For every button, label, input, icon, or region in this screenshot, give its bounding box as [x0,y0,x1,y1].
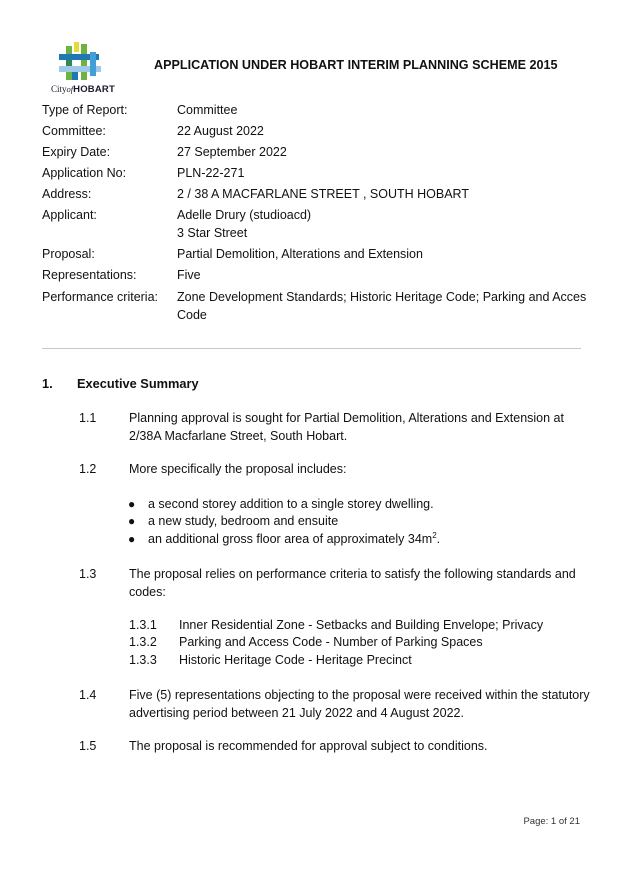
paragraph-line: The proposal relies on performance criteria to satisfy the following standards and [129,567,576,581]
paragraph-line: Planning approval is sought for Partial Demolition, Alterations and Extension at [129,411,564,425]
page-number: Page: 1 of 21 [523,816,580,827]
detail-label: Address: [42,187,92,201]
detail-value: 22 August 2022 [177,124,264,138]
bullet-item: a new study, bedroom and ensuite [148,514,339,528]
paragraph-text [129,460,346,478]
logo-wordmark: CityofHOBART [51,84,115,95]
bullet-icon: ● [128,497,136,511]
subitem-text: Historic Heritage Code - Heritage Precinct [179,653,412,667]
detail-label: Type of Report: [42,103,128,117]
city-of-hobart-logo [44,42,122,98]
detail-value: Committee [177,103,238,117]
paragraph-number: 1.1 [79,411,97,425]
detail-value: 2 / 38 A MACFARLANE STREET , SOUTH HOBART [177,187,469,201]
detail-value-line2: Code [177,308,207,322]
paragraph-text [129,686,590,722]
bullet-item: an additional gross floor area of approximately $34m^2$. [148,530,441,546]
paragraph-number: 1.4 [79,688,97,702]
paragraph-line: codes: [129,585,166,599]
detail-label: Application No: [42,166,127,180]
paragraph-text [129,409,564,445]
detail-value-line2: 3 Star Street [177,226,248,240]
detail-label: Committee: [42,124,106,138]
detail-value: 27 September 2022 [177,145,287,159]
detail-value: Five [177,268,201,282]
paragraph-number: 1.5 [79,739,97,753]
detail-label: Performance criteria: [42,290,159,304]
detail-value: Adelle Drury (studioacd) [177,208,312,222]
bullet-icon: ● [128,532,136,546]
detail-label: Representations: [42,268,137,282]
detail-value: PLN-22-271 [177,166,245,180]
bullet-icon: ● [128,514,136,528]
paragraph-line: The proposal is recommended for approval subject to conditions. [129,739,488,753]
bullet-item: a second storey addition to a single storey dwelling. [148,497,434,511]
section-number: 1. [42,376,53,391]
detail-label: Expiry Date: [42,145,111,159]
paragraph-text [129,565,576,601]
detail-label: Proposal: [42,247,95,261]
paragraph-number: 1.2 [79,462,97,476]
paragraph-line: Five (5) representations objecting to the proposal were received within the statutory [129,688,590,702]
paragraph-line: More specifically the proposal includes: [129,462,347,476]
page-title: APPLICATION UNDER HOBART INTERIM PLANNING SCHEME 2015 [154,58,558,72]
paragraph-line: 2/38A Macfarlane Street, South Hobart. [129,429,348,443]
paragraph-line: advertising period between 21 July 2022 and 4 August 2022. [129,706,464,720]
divider [42,348,581,349]
paragraph-text [129,737,488,755]
subitem-number: 1.3.1 [129,618,157,632]
detail-value: Partial Demolition, Alterations and Extension [177,247,423,261]
hobart-grid-logo-icon [44,42,122,84]
section-title: Executive Summary [77,376,199,391]
subitem-text: Parking and Access Code - Number of Parking Spaces [179,635,483,649]
paragraph-number: 1.3 [79,567,97,581]
subitem-text: Inner Residential Zone - Setbacks and Building Envelope; Privacy [179,618,544,632]
subitem-number: 1.3.2 [129,635,157,649]
detail-label: Applicant: [42,208,97,222]
subitem-number: 1.3.3 [129,653,157,667]
detail-value: Zone Development Standards; Historic Heritage Code; Parking and Acces [177,290,587,304]
